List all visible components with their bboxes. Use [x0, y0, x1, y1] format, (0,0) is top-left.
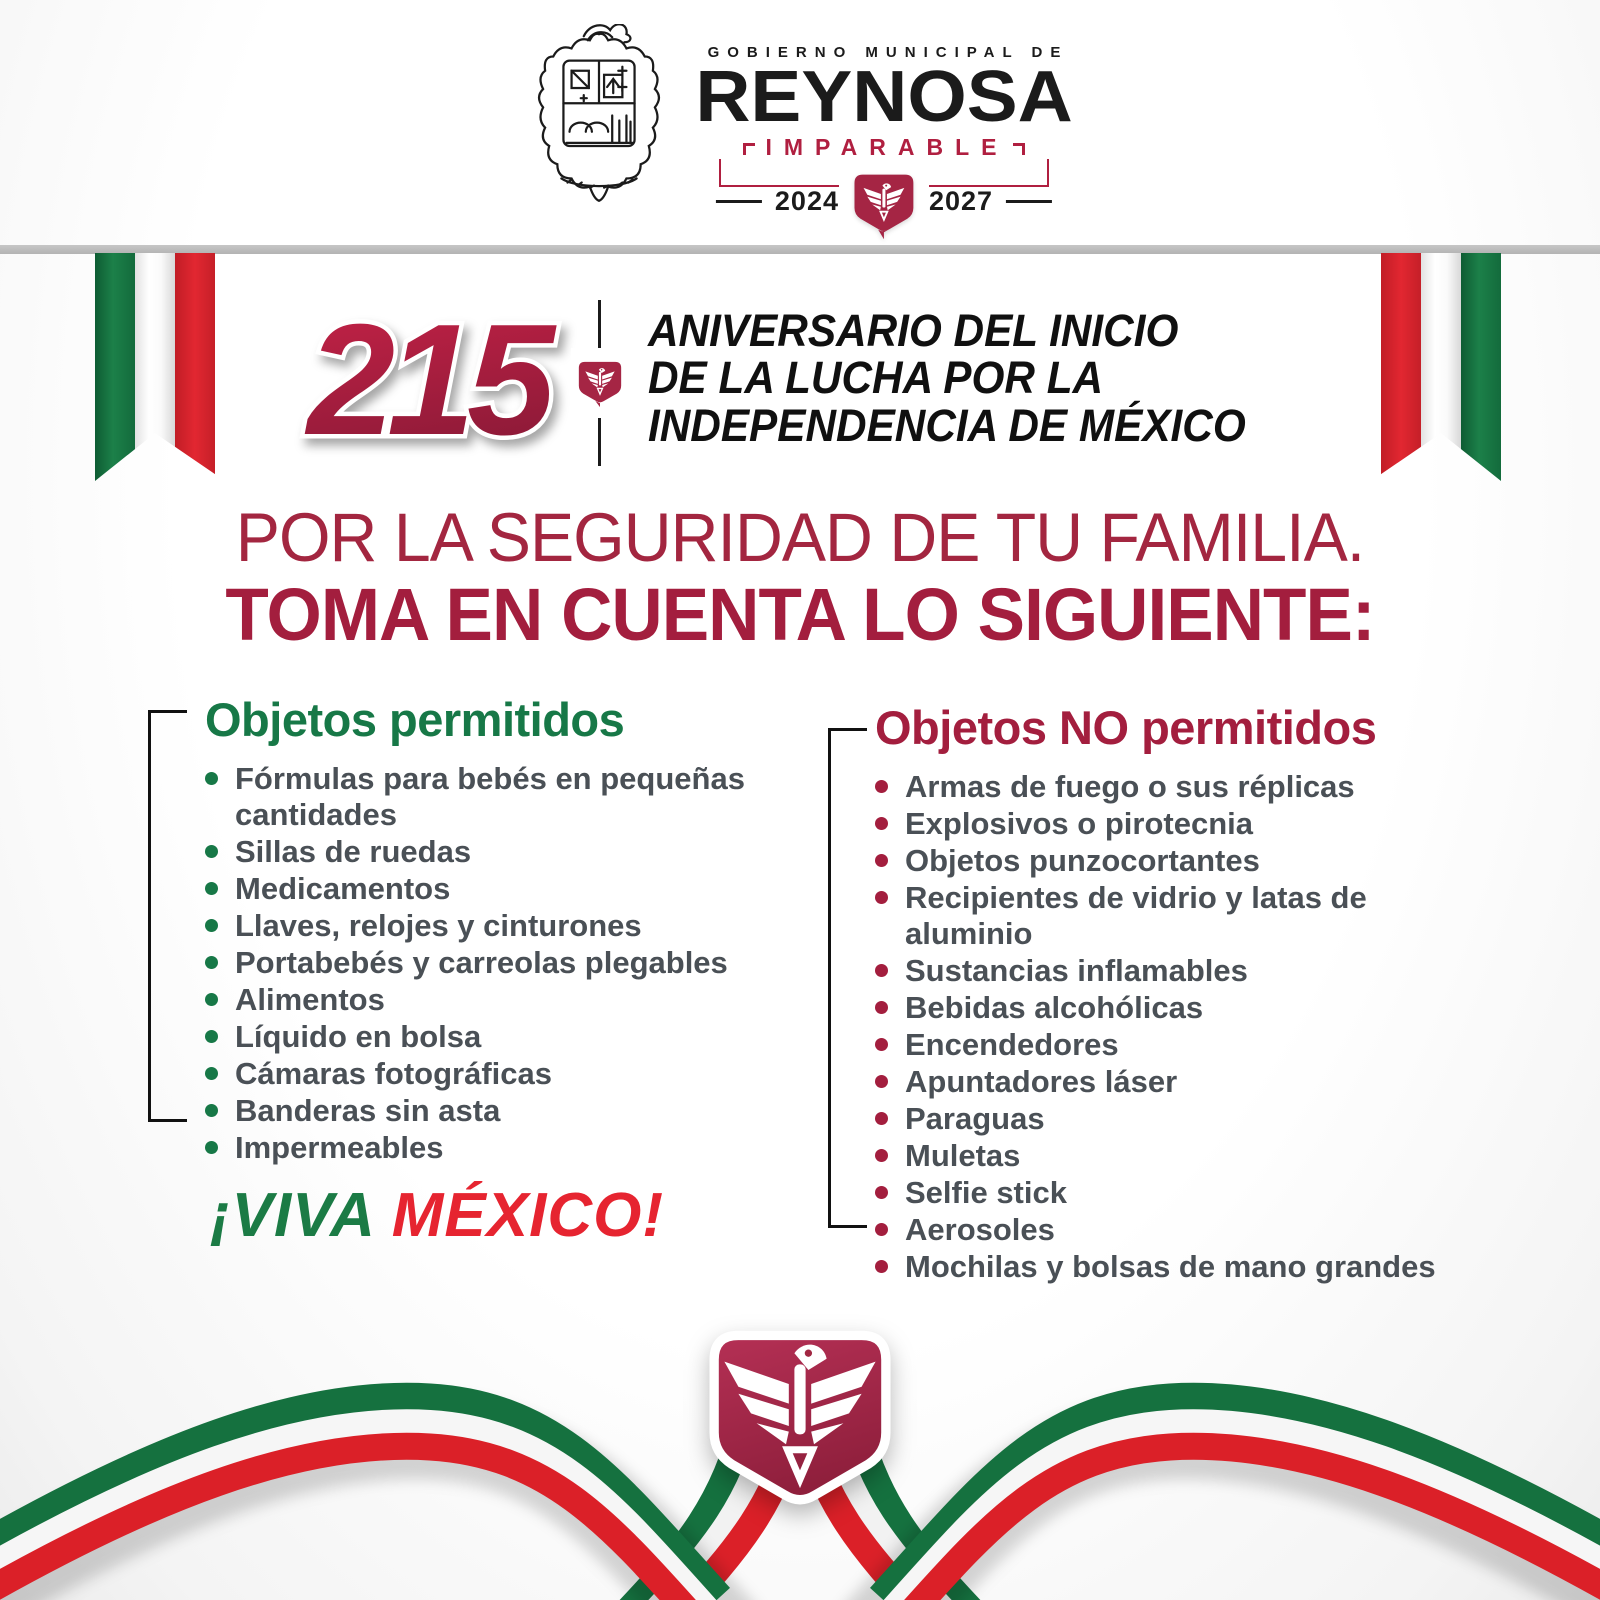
bullet-dot-icon: [205, 1141, 218, 1154]
bullet-dot-icon: [205, 993, 218, 1006]
list-item: Armas de fuego o sus réplicas: [875, 769, 1495, 805]
list-item: Banderas sin asta: [205, 1093, 825, 1129]
bullet-dot-icon: [875, 1001, 888, 1014]
brand-text: [695, 24, 1073, 231]
list-item: Cámaras fotográficas: [205, 1056, 825, 1092]
bullet-dot-icon: [875, 891, 888, 904]
bullet-dot-icon: [205, 882, 218, 895]
term-block: [719, 159, 1049, 231]
bullet-dot-icon: [875, 780, 888, 793]
flag-ribbon-right: [1381, 253, 1501, 481]
list-item: Mochilas y bolsas de mano grandes: [875, 1249, 1495, 1285]
allowed-title: Objetos permitidos: [205, 693, 625, 746]
anniversary-title: [648, 307, 1246, 449]
bullet-dot-icon: [875, 1038, 888, 1051]
headline-safety: POR LA SEGURIDAD DE TU FAMILIA.: [235, 499, 1365, 576]
bullet-dot-icon: [205, 956, 218, 969]
list-item: Aerosoles: [875, 1212, 1495, 1248]
divider-shield: [571, 348, 629, 418]
eagle-shield-icon: [577, 353, 623, 413]
viva-mexico-slogan: [210, 1180, 664, 1251]
bullet-dot-icon: [875, 1260, 888, 1273]
dash-line: [716, 200, 762, 203]
list-item: Selfie stick: [875, 1175, 1495, 1211]
brand-subtitle: IMPARABLE: [765, 134, 1009, 161]
coat-of-arms-icon: [532, 24, 666, 212]
list-item: Impermeables: [205, 1130, 825, 1166]
list-item: Líquido en bolsa: [205, 1019, 825, 1055]
allowed-column: [205, 692, 825, 1167]
brand-pretitle: GOBIERNO MUNICIPAL DE: [707, 44, 1069, 61]
list-item: Paraguas: [875, 1101, 1495, 1137]
list-item: Sillas de ruedas: [205, 834, 825, 870]
term-start-year: 2024: [774, 185, 839, 216]
list-item: Sustancias inflamables: [875, 953, 1495, 989]
list-item: Recipientes de vidrio y latas de aluminio: [875, 880, 1495, 952]
anniversary-title-line2: DE LA LUCHA POR LA: [648, 352, 1104, 404]
not-allowed-column: [875, 700, 1495, 1286]
slogan-viva: ¡VIVA: [210, 1181, 376, 1250]
brand-subtitle-row: [743, 134, 1024, 161]
not-allowed-list: [875, 769, 1495, 1285]
list-item: Fórmulas para bebés en pequeñas cantidades: [205, 761, 825, 833]
bullet-dot-icon: [205, 1030, 218, 1043]
list-item: Explosivos o pirotecnia: [875, 806, 1495, 842]
allowed-list: [205, 761, 825, 1166]
list-item: Portabebés y carreolas plegables: [205, 945, 825, 981]
bullet-dot-icon: [875, 1223, 888, 1236]
bullet-dot-icon: [205, 919, 218, 932]
bullet-dot-icon: [875, 964, 888, 977]
bullet-dot-icon: [205, 1067, 218, 1080]
list-item: Encendedores: [875, 1027, 1495, 1063]
bullet-dot-icon: [875, 1186, 888, 1199]
bottom-eagle-badge: [706, 1328, 894, 1510]
slogan-mexico: MÉXICO!: [391, 1181, 664, 1250]
flag-ribbon-left: [95, 253, 215, 481]
term-end-year: 2027: [928, 185, 994, 216]
list-item: Alimentos: [205, 982, 825, 1018]
brand-title: REYNOSA: [695, 57, 1073, 137]
list-item: Objetos punzocortantes: [875, 843, 1495, 879]
bracket-right-icon: [1013, 143, 1025, 155]
dash-line: [1006, 200, 1052, 203]
bullet-dot-icon: [205, 1104, 218, 1117]
not-allowed-title: Objetos NO permitidos: [875, 701, 1377, 754]
header-brand: [0, 24, 1600, 231]
bullet-dot-icon: [205, 772, 218, 785]
list-item: Bebidas alcohólicas: [875, 990, 1495, 1026]
anniversary-number: [282, 292, 572, 477]
bullet-dot-icon: [875, 1112, 888, 1125]
bullet-dot-icon: [875, 854, 888, 867]
bullet-dot-icon: [875, 817, 888, 830]
list-item: Apuntadores láser: [875, 1064, 1495, 1100]
not-allowed-bracket-line: [828, 728, 831, 1228]
divider-bar: [0, 245, 1600, 254]
list-item: Medicamentos: [205, 871, 825, 907]
list-item: Muletas: [875, 1138, 1495, 1174]
allowed-bracket-line: [148, 710, 151, 1122]
bullet-dot-icon: [875, 1149, 888, 1162]
anniversary-title-line3: INDEPENDENCIA DE MÉXICO: [648, 399, 1246, 451]
eagle-shield-badge: [852, 169, 916, 243]
bullet-dot-icon: [205, 845, 218, 858]
bullet-dot-icon: [875, 1075, 888, 1088]
number-215: 215: [307, 292, 547, 468]
headline-instruction: TOMA EN CUENTA LO SIGUIENTE:: [225, 573, 1375, 656]
bracket-left-icon: [743, 143, 755, 155]
anniversary-title-line1: ANIVERSARIO DEL INICIO: [648, 305, 1179, 356]
list-item: Llaves, relojes y cinturones: [205, 908, 825, 944]
